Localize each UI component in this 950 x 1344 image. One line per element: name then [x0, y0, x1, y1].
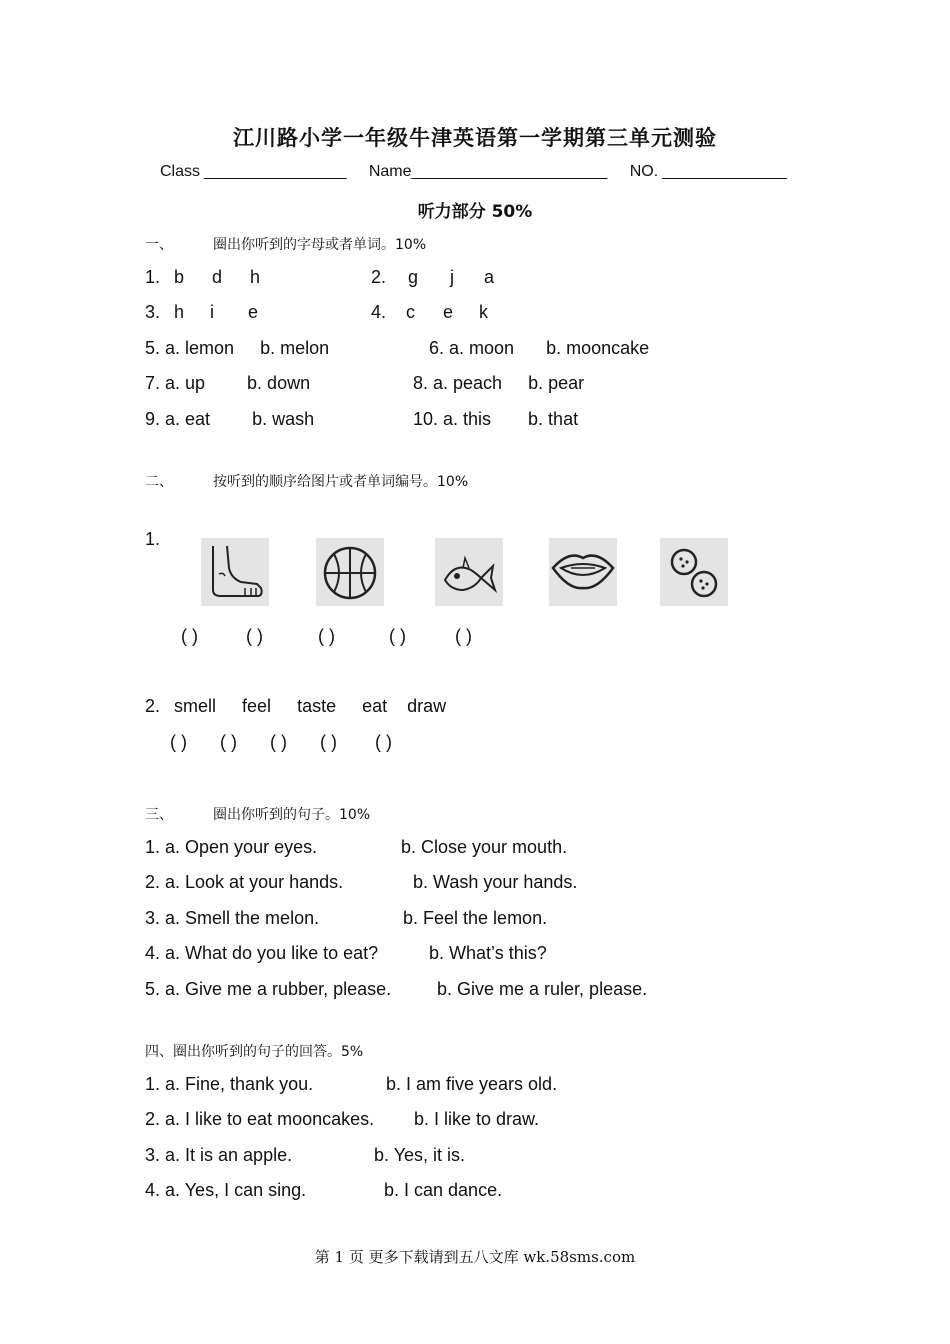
response-question-3-b: b. Yes, it is. [374, 1145, 466, 1165]
answer-blank-picture-5[interactable]: ( ) [455, 626, 472, 646]
fish-picture [435, 538, 503, 606]
section-1-instruction: 圈出你听到的字母或者单词。10% [213, 237, 427, 253]
response-question-1-a: 1. a. Fine, thank you. [145, 1074, 314, 1094]
answer-blank-word-2[interactable]: ( ) [220, 732, 237, 752]
foot-picture [201, 538, 269, 606]
picture-question-number: 1. [145, 529, 161, 549]
question-4: 4. c e k [371, 302, 489, 322]
question-6: 6. a. moon b. mooncake [429, 338, 650, 358]
question-1: 1. b d h [145, 267, 261, 287]
word-taste: taste [297, 696, 337, 716]
response-question-4-a: 4. a. Yes, I can sing. [145, 1180, 307, 1200]
fruit-picture [660, 538, 728, 606]
mouth-icon [549, 538, 617, 606]
question-5: 5. a. lemon b. melon [145, 338, 330, 358]
question-10: 10. a. this b. that [413, 409, 579, 429]
section-2-heading [145, 471, 468, 491]
name-label: Name [368, 163, 412, 180]
class-label: Class [160, 163, 201, 180]
sentence-question-1-b: b. Close your mouth. [401, 837, 568, 857]
section-2-instruction: 按听到的顺序给图片或者单词编号。10% [213, 474, 469, 490]
sentence-question-5-a: 5. a. Give me a rubber, please. [145, 979, 392, 999]
section-1-heading [145, 234, 426, 254]
ball-picture [316, 538, 384, 606]
answer-blank-word-1[interactable]: ( ) [170, 732, 187, 752]
answer-blank-picture-3[interactable]: ( ) [318, 626, 335, 646]
section-3-heading [145, 804, 370, 824]
sentence-question-3-b: b. Feel the lemon. [403, 908, 548, 928]
page-footer: 第 1 页 更多下载请到五八文库 wk.58sms.com [314, 1248, 636, 1266]
answer-blank-picture-4[interactable]: ( ) [389, 626, 406, 646]
question-8: 8. a. peach b. pear [413, 373, 585, 393]
answer-blank-picture-1[interactable]: ( ) [181, 626, 198, 646]
answer-blank-word-5[interactable]: ( ) [375, 732, 392, 752]
response-question-2-b: b. I like to draw. [414, 1109, 540, 1129]
question-7: 7. a. up b. down [145, 373, 311, 393]
foot-icon [201, 538, 269, 606]
response-question-1-b: b. I am five years old. [386, 1074, 558, 1094]
fruit-icon [660, 538, 728, 606]
section-2-number: 二、 [145, 474, 173, 490]
basketball-icon [316, 538, 384, 606]
page-title: 江川路小学一年级牛津英语第一学期第三单元测验 [233, 125, 717, 150]
answer-blank-picture-2[interactable]: ( ) [246, 626, 263, 646]
section-3-instruction: 圈出你听到的句子。10% [213, 807, 371, 823]
section-1-number: 一、 [145, 237, 173, 253]
question-3: 3. h i e [145, 302, 259, 322]
mouth-picture [549, 538, 617, 606]
sentence-question-4-a: 4. a. What do you like to eat? [145, 943, 379, 963]
response-question-2-a: 2. a. I like to eat mooncakes. [145, 1109, 375, 1129]
word-smell: smell [174, 696, 217, 716]
word-eat: eat [362, 696, 388, 716]
word-feel: feel [242, 696, 272, 716]
answer-blank-word-3[interactable]: ( ) [270, 732, 287, 752]
section-3-number: 三、 [145, 807, 173, 823]
question-9: 9. a. eat b. wash [145, 409, 315, 429]
answer-blank-word-4[interactable]: ( ) [320, 732, 337, 752]
listening-subtitle: 听力部分 50% [417, 202, 533, 222]
word-ordering-question: 2. smell feel taste eat draw [145, 696, 447, 716]
question-2: 2. g j a [371, 267, 495, 287]
response-question-3-a: 3. a. It is an apple. [145, 1145, 293, 1165]
student-info-line: Class ________________ Name______________________ NO. ______________ [160, 163, 787, 180]
sentence-question-2-a: 2. a. Look at your hands. [145, 872, 344, 892]
word-draw: draw [407, 696, 447, 716]
sentence-question-4-b: b. What’s this? [429, 943, 547, 963]
section-4-heading: 四、圈出你听到的句子的回答。5% [145, 1044, 364, 1060]
no-label: NO. [629, 163, 659, 180]
sentence-question-5-b: b. Give me a ruler, please. [437, 979, 648, 999]
response-question-4-b: b. I can dance. [384, 1180, 503, 1200]
sentence-question-1-a: 1. a. Open your eyes. [145, 837, 318, 857]
sentence-question-3-a: 3. a. Smell the melon. [145, 908, 320, 928]
sentence-question-2-b: b. Wash your hands. [413, 872, 578, 892]
fish-icon [435, 538, 503, 606]
